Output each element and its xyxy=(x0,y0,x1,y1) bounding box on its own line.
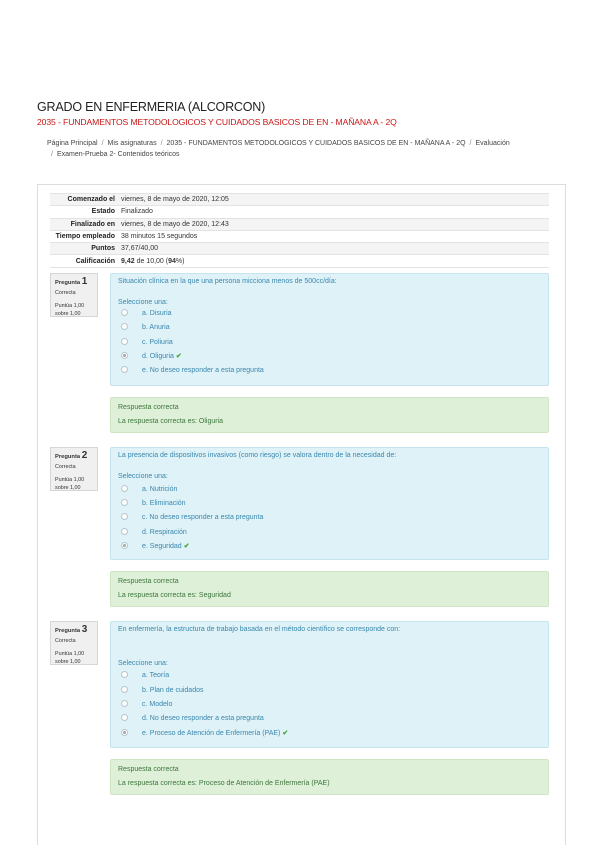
question-points: Puntúa 1,00 sobre 1,00 xyxy=(55,303,85,317)
radio-button-icon[interactable] xyxy=(121,671,128,678)
question-points: Puntúa 1,00 sobre 1,00 xyxy=(55,651,85,665)
question-info-2 xyxy=(50,447,98,491)
radio-button-icon[interactable] xyxy=(121,309,128,316)
summary-row-state xyxy=(50,206,549,218)
grade-percent: 94 xyxy=(168,257,176,265)
breadcrumb-exam[interactable]: Examen-Prueba 2- Contenidos teóricos xyxy=(56,151,180,158)
feedback-title: Respuesta correcta xyxy=(118,578,179,585)
question-feedback-2 xyxy=(110,571,549,607)
radio-button-icon[interactable] xyxy=(121,485,128,492)
option-label: c. No deseo responder a esta pregunta xyxy=(142,514,264,521)
radio-button-icon[interactable] xyxy=(121,513,128,520)
question-feedback-3 xyxy=(110,759,549,795)
breadcrumb-my-courses[interactable]: Mis asignaturas xyxy=(107,140,157,147)
breadcrumb-course[interactable]: 2035 - FUNDAMENTOS METODOLOGICOS Y CUIDADOS BASICOS DE EN - MAÑANA A - 2Q xyxy=(166,140,466,147)
summary-value: viernes, 8 de mayo de 2020, 12:43 xyxy=(118,218,549,230)
feedback-answer: La respuesta correcta es: Proceso de Atención de Enfermería (PAE) xyxy=(118,780,330,787)
radio-button-icon[interactable] xyxy=(121,338,128,345)
question-status: Correcta xyxy=(55,464,76,470)
select-one-label: Seleccione una: xyxy=(118,660,168,667)
answer-option-selected[interactable] xyxy=(121,351,182,363)
question-label: Pregunta xyxy=(55,454,81,460)
question-label: Pregunta xyxy=(55,280,81,286)
radio-button-icon[interactable] xyxy=(121,700,128,707)
summary-row-finished xyxy=(50,218,549,230)
question-label: Pregunta xyxy=(55,628,81,634)
summary-row-time xyxy=(50,230,549,242)
option-label: a. Teoría xyxy=(142,672,170,679)
option-label: a. Disuria xyxy=(142,310,172,317)
answer-option[interactable] xyxy=(121,498,186,510)
course-subtitle: 2035 - FUNDAMENTOS METODOLOGICOS Y CUIDADOS BASICOS DE EN - MAÑANA A - 2Q xyxy=(37,117,397,127)
option-label: c. Modelo xyxy=(142,701,173,708)
question-number: 1 xyxy=(81,276,88,287)
option-label: a. Nutrición xyxy=(142,486,178,493)
page-title: GRADO EN ENFERMERIA (ALCORCON) xyxy=(37,100,266,114)
question-number: 2 xyxy=(81,450,88,461)
answer-option[interactable] xyxy=(121,365,264,377)
breadcrumb-home[interactable]: Página Principal xyxy=(47,140,98,147)
answer-option[interactable] xyxy=(121,512,263,524)
answer-option-selected[interactable] xyxy=(121,541,190,553)
answer-option-selected[interactable] xyxy=(121,728,288,740)
question-content-3 xyxy=(110,621,549,748)
summary-label: Tiempo empleado xyxy=(50,230,118,242)
breadcrumb-evaluation[interactable]: Evaluación xyxy=(475,140,510,147)
answer-option[interactable] xyxy=(121,484,177,496)
summary-row-started xyxy=(50,194,549,206)
option-label: d. Oliguria xyxy=(142,353,174,360)
answer-option[interactable] xyxy=(121,337,173,349)
feedback-title: Respuesta correcta xyxy=(118,766,179,773)
radio-button-icon[interactable] xyxy=(121,352,128,359)
option-label: b. Eliminación xyxy=(142,500,186,507)
feedback-answer: La respuesta correcta es: Seguridad xyxy=(118,592,231,599)
question-content-2 xyxy=(110,447,549,560)
select-one-label: Seleccione una: xyxy=(118,299,168,306)
question-info-1 xyxy=(50,273,98,317)
summary-value: 37,67/40,00 xyxy=(118,243,549,255)
option-label: c. Poliuria xyxy=(142,339,173,346)
grade-value: 9,42 xyxy=(121,257,135,265)
radio-button-icon[interactable] xyxy=(121,366,128,373)
summary-row-points xyxy=(50,243,549,255)
breadcrumb: Página Principal / Mis asignaturas / 2035 - FUNDAMENTOS METODOLOGICOS Y CUIDADOS BASICOS DE EN - MAÑANA A - 2Q / Evaluación / Examen-Prueba 2- Contenidos teóricos xyxy=(47,140,510,158)
feedback-answer: La respuesta correcta es: Oliguria xyxy=(118,418,224,425)
option-label: e. No deseo responder a esta pregunta xyxy=(142,367,264,374)
answer-option[interactable] xyxy=(121,699,172,711)
question-status: Correcta xyxy=(55,638,76,644)
option-label: d. No deseo responder a esta pregunta xyxy=(142,715,264,722)
radio-button-icon[interactable] xyxy=(121,323,128,330)
feedback-title: Respuesta correcta xyxy=(118,404,179,411)
summary-row-grade xyxy=(50,255,549,267)
answer-option[interactable] xyxy=(121,322,170,334)
answer-option[interactable] xyxy=(121,308,172,320)
option-label: e. Proceso de Atención de Enfermería (PAE) xyxy=(142,730,281,737)
question-number: 3 xyxy=(81,624,88,635)
radio-button-icon[interactable] xyxy=(121,729,128,736)
answer-option[interactable] xyxy=(121,713,264,725)
summary-label: Puntos xyxy=(50,243,118,255)
question-feedback-1 xyxy=(110,397,549,433)
radio-button-icon[interactable] xyxy=(121,714,128,721)
answer-option[interactable] xyxy=(121,670,169,682)
attempt-summary-table xyxy=(50,193,549,268)
summary-label: Comenzado el xyxy=(50,194,118,206)
summary-value: 38 minutos 15 segundos xyxy=(118,230,549,242)
summary-label: Finalizado en xyxy=(50,218,118,230)
option-label: e. Seguridad xyxy=(142,543,182,550)
question-status: Correcta xyxy=(55,290,76,296)
answer-option[interactable] xyxy=(121,527,187,539)
radio-button-icon[interactable] xyxy=(121,528,128,535)
checkmark-icon: ✔ xyxy=(183,543,190,550)
question-text: Situación clínica en la que una persona micciona menos de 500cc/día: xyxy=(118,278,337,285)
summary-label: Calificación xyxy=(50,255,118,267)
radio-button-icon[interactable] xyxy=(121,686,128,693)
question-points: Puntúa 1,00 sobre 1,00 xyxy=(55,477,85,491)
radio-button-icon[interactable] xyxy=(121,542,128,549)
option-label: b. Anuria xyxy=(142,324,170,331)
option-label: d. Respiración xyxy=(142,529,187,536)
question-text: En enfermería, la estructura de trabajo basada en el método científico se corresponde con: xyxy=(118,626,401,633)
grade-end: %) xyxy=(175,257,185,265)
checkmark-icon: ✔ xyxy=(175,353,182,360)
answer-option[interactable] xyxy=(121,685,204,697)
grade-mid: de 10,00 ( xyxy=(134,257,169,265)
summary-value: Finalizado xyxy=(118,206,549,218)
option-label: b. Plan de cuidados xyxy=(142,687,204,694)
question-text: La presencia de dispositivos invasivos (como riesgo) se valora dentro de la necesidad de: xyxy=(118,452,397,459)
radio-button-icon[interactable] xyxy=(121,499,128,506)
summary-label: Estado xyxy=(50,206,118,218)
summary-value: viernes, 8 de mayo de 2020, 12:05 xyxy=(118,194,549,206)
summary-value xyxy=(118,255,549,267)
checkmark-icon: ✔ xyxy=(282,730,289,737)
question-info-3 xyxy=(50,621,98,665)
select-one-label: Seleccione una: xyxy=(118,473,168,480)
question-content-1 xyxy=(110,273,549,386)
